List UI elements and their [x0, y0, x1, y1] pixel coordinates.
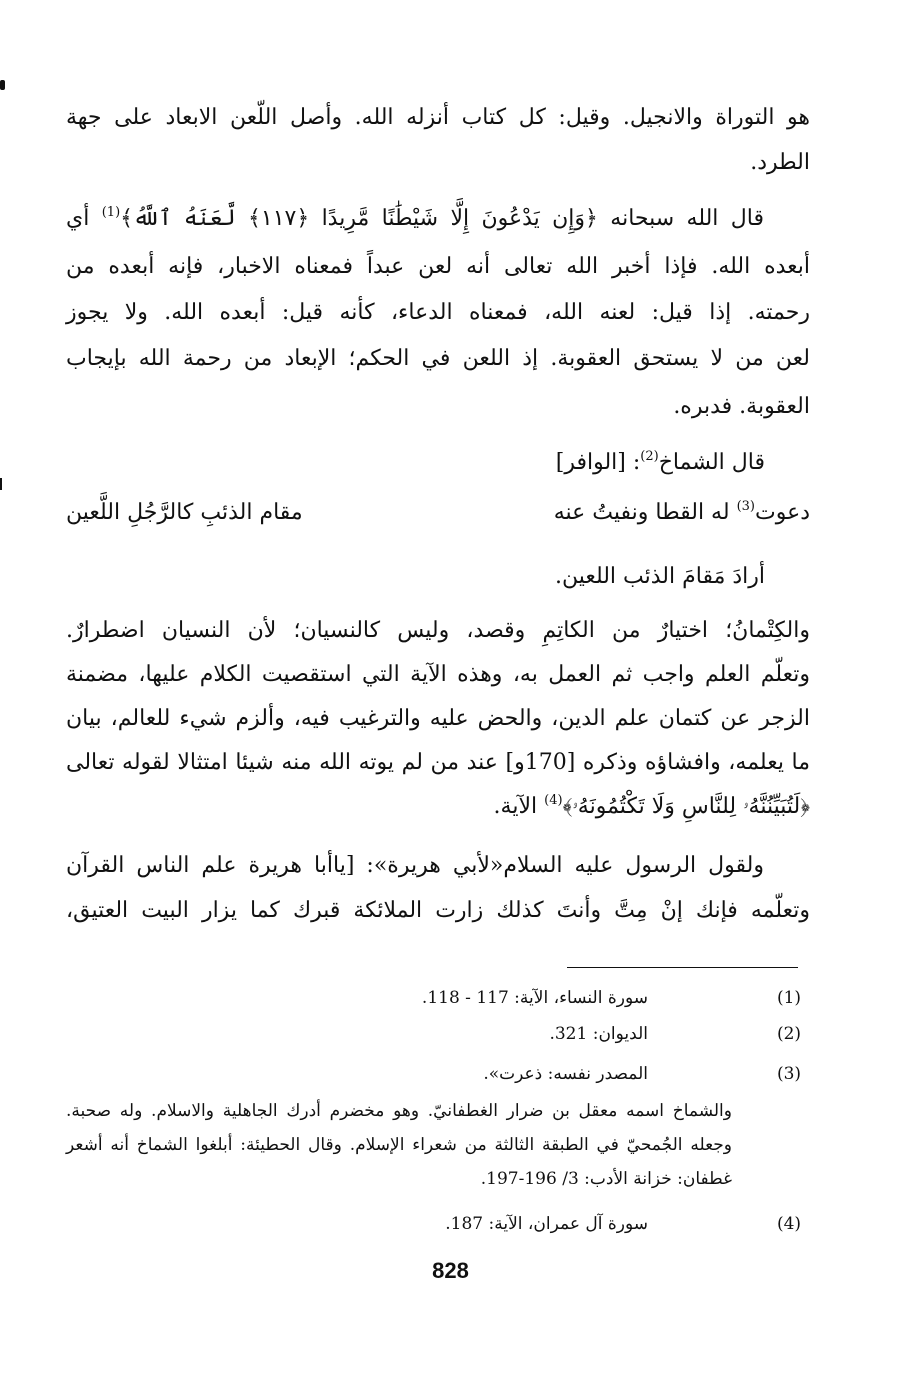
body-line-with-verse	[66, 204, 810, 234]
footnote-number: (4)	[776, 1214, 802, 1234]
body-text: الآية.	[493, 794, 538, 819]
footnote-text: سورة آل عمران، الآية: 187.	[445, 1214, 648, 1234]
body-line: أرادَ مَقامَ الذئب اللعين.	[554, 564, 765, 589]
footnote-3-continuation: والشماخ اسمه معقل بن ضرار الغطفانيّ. وهو مخضرم أدرك الجاهلية والاسلام. وله صحبة.	[66, 1101, 732, 1121]
footnote-ref: (2)	[640, 449, 659, 464]
body-text: قال الله سبحانه	[610, 206, 764, 231]
meter-label: : [الوافر]	[555, 450, 641, 475]
poet-attribution	[556, 448, 765, 478]
scan-edge-mark	[0, 80, 5, 90]
footnote-3-continuation: وجعله الجُمحيّ في الطبقة الثالثة من شعراء الإسلام. وقال الحطيئة: أبلغوا الشماخ أنه أشعر	[66, 1135, 732, 1155]
body-line: ما يعلمه، وافشاؤه وذكره [170و] عند من لم يوته الله منه شيئا امتثالا لقوله تعالى	[66, 750, 811, 775]
body-line: وتعلّم العلم واجب ثم العمل به، وهذه الآية التي استقصيت الكلام عليها، مضمنة	[66, 662, 810, 687]
poet-name: قال الشماخ	[658, 450, 765, 475]
poem-second-hemistich: مقام الذئبِ كالرَّجُلِ اللَّعين	[66, 500, 303, 525]
body-line: الزجر عن كتمان علم الدين، والحض عليه والترغيب فيه، وألزم شيء للعالم، بيان	[66, 706, 810, 731]
footnote-ref: (1)	[101, 205, 121, 220]
body-line: والكِتْمانُ؛ اختيارٌ من الكاتِمِ وقصد، وليس كالنسيان؛ لأن النسيان اضطرارٌ.	[66, 618, 810, 643]
body-line: أبعده الله. فإذا أخبر الله تعالى أنه لعن عبداً فمعناه الاخبار، فإنه أبعده من	[66, 254, 810, 279]
body-line: العقوبة. فدبره.	[673, 394, 810, 419]
footnote-number: (3)	[776, 1064, 802, 1084]
quran-verse: ﴿وَإِن يَدْعُونَ إِلَّا شَيْطَٰنًا مَّرِيدًا ﴿١١٧﴾ لَّعَنَهُ ٱللَّهُ﴾	[120, 206, 598, 231]
footnote-text: الديوان: 321.	[549, 1024, 648, 1044]
quran-verse: ﴿لَتُبَيِّنُنَّهُۥ لِلنَّاسِ وَلَا تَكْتُمُونَهُۥ﴾	[562, 794, 810, 819]
poem-verse	[66, 498, 810, 532]
body-text: أي	[66, 206, 90, 231]
footnote-number: (1)	[776, 988, 802, 1008]
page-number: 828	[432, 1258, 469, 1283]
body-line: لعن من لا يستحق العقوبة. إذ اللعن في الحكم؛ الإبعاد من رحمة الله بإيجاب	[66, 346, 810, 371]
footnote-ref: (4)	[544, 793, 563, 808]
body-line: ولقول الرسول عليه السلام«لأبي هريرة»: [ياأبا هريرة علم الناس القرآن	[66, 853, 764, 878]
footnote-separator	[567, 967, 798, 968]
footnote-number: (2)	[776, 1024, 802, 1044]
body-line: هو التوراة والانجيل. وقيل: كل كتاب أنزله الله. وأصل اللّعن الابعاد على جهة	[66, 105, 810, 130]
scan-edge-tick	[0, 478, 2, 490]
footnote-text: سورة النساء، الآية: 117 - 118.	[421, 988, 648, 1008]
footnote-text: المصدر نفسه: ذعرت».	[483, 1064, 648, 1084]
poem-first-hemistich: دعوت$^{(3)}$ له القطا ونفيتُ عنه	[553, 499, 810, 525]
body-line: الطرد.	[750, 150, 810, 175]
footnote-3-continuation: غطفان: خزانة الأدب: 3/ 196-197.	[480, 1169, 732, 1189]
body-line: رحمته. إذا قيل: لعنه الله، فمعناه الدعاء، كأنه قيل: أبعده الله. ولا يجوز	[66, 300, 810, 325]
body-line-with-verse	[494, 792, 810, 822]
footnote-ref: (3)	[736, 499, 755, 514]
body-line: وتعلّمه فإنك إنْ مِتَّ وأنتَ كذلك زارت الملائكة قبرك كما يزار البيت العتيق،	[66, 898, 810, 923]
